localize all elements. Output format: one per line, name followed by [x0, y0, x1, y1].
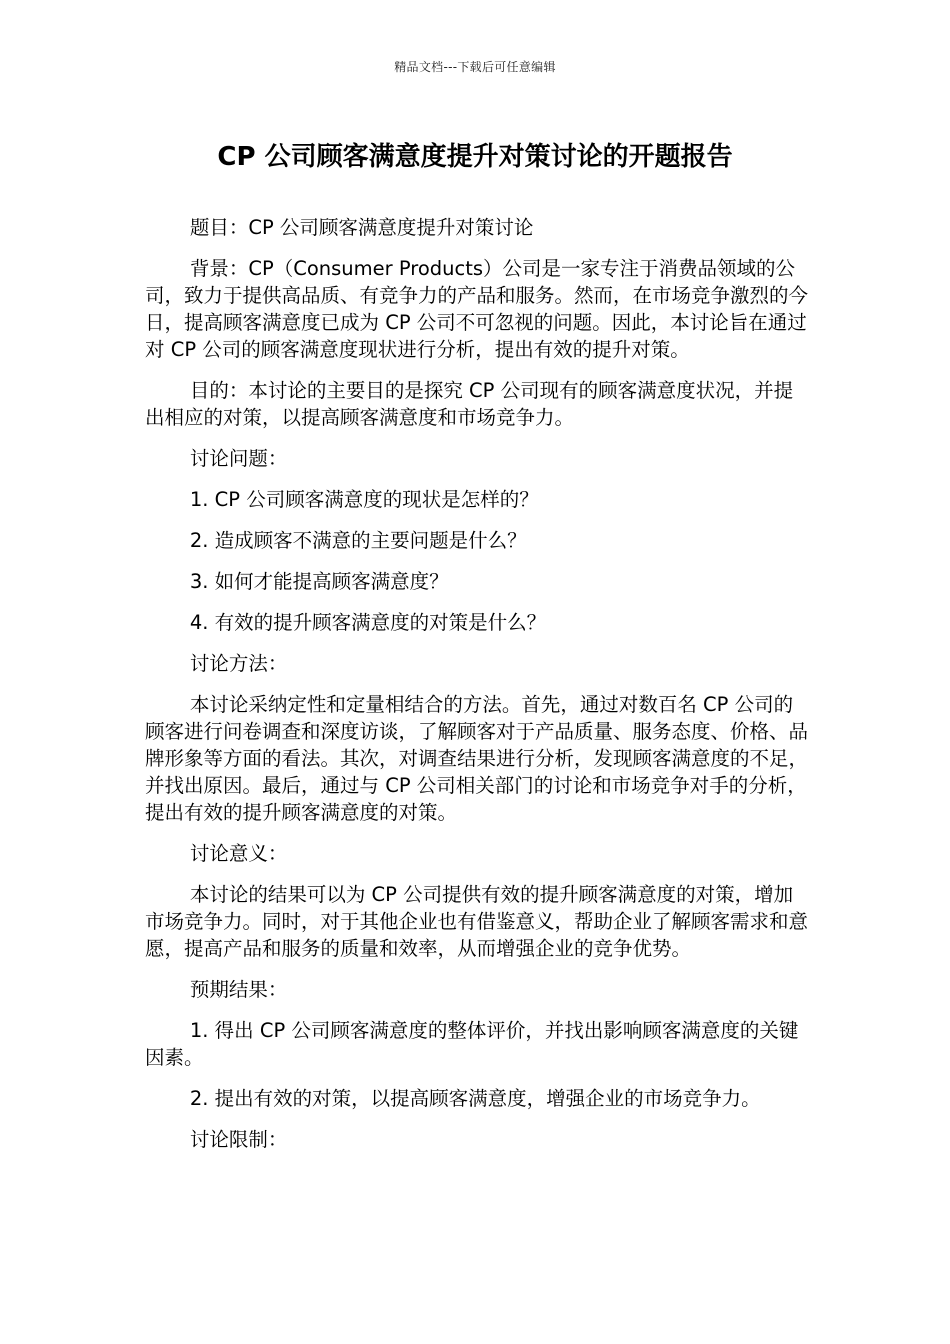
- background-paragraph: 背景：CP（Consumer Products）公司是一家专注于消费品领域的公司，致力于提供高品质、有竞争力的产品和服务。然而，在市场竞争激烈的今日，提高顾客满意度已成为 CP 公司不可忽视的问题。因此，本讨论旨在通过对 CP 公司的顾客满意度现状进行分析，提出有效的提升对策。: [145, 257, 809, 361]
- method-paragraph: 本讨论采纳定性和定量相结合的方法。首先，通过对数百名 CP 公司的顾客进行问卷调查和深度访谈，了解顾客对于产品质量、服务态度、价格、品牌形象等方面的看法。其次，对调查结果进行分析，发现顾客满意度的不足，并找出原因。最后，通过与 CP 公司相关部门的讨论和市场竞争对手的分析，提出有效的提升顾客满意度的对策。: [145, 693, 809, 824]
- questions-heading: 讨论问题：: [189, 447, 288, 470]
- expected-result-item: 2. 提出有效的对策，以提高顾客满意度，增强企业的市场竞争力。: [189, 1087, 761, 1110]
- question-item: 4. 有效的提升顾客满意度的对策是什么？: [189, 611, 547, 634]
- significance-paragraph: 本讨论的结果可以为 CP 公司提供有效的提升顾客满意度的对策，增加市场竞争力。同时，对于其他企业也有借鉴意义，帮助企业了解顾客需求和意愿，提高产品和服务的质量和效率，从而增强企业的竞争优势。: [145, 883, 809, 960]
- method-heading: 讨论方法：: [189, 652, 288, 675]
- expected-result-item: 1. 得出 CP 公司顾客满意度的整体评价，并找出影响顾客满意度的关键因素。: [145, 1019, 799, 1069]
- question-item: 1. CP 公司顾客满意度的现状是怎样的？: [189, 488, 539, 511]
- limitations-heading: 讨论限制：: [189, 1128, 288, 1151]
- significance-heading: 讨论意义：: [189, 842, 288, 865]
- topic-paragraph: 题目：CP 公司顾客满意度提升对策讨论: [189, 216, 534, 239]
- question-item: 3. 如何才能提高顾客满意度？: [189, 570, 449, 593]
- question-item: 2. 造成顾客不满意的主要问题是什么？: [189, 529, 527, 552]
- purpose-paragraph: 目的：本讨论的主要目的是探究 CP 公司现有的顾客满意度状况，并提出相应的对策，以提高顾客满意度和市场竞争力。: [145, 379, 794, 429]
- expected-results-heading: 预期结果：: [189, 978, 288, 1001]
- document-body: [145, 214, 808, 1167]
- document-title: CP 公司顾客满意度提升对策讨论的开题报告: [217, 142, 733, 172]
- header-note: 精品文档---下载后可任意编辑: [394, 60, 556, 74]
